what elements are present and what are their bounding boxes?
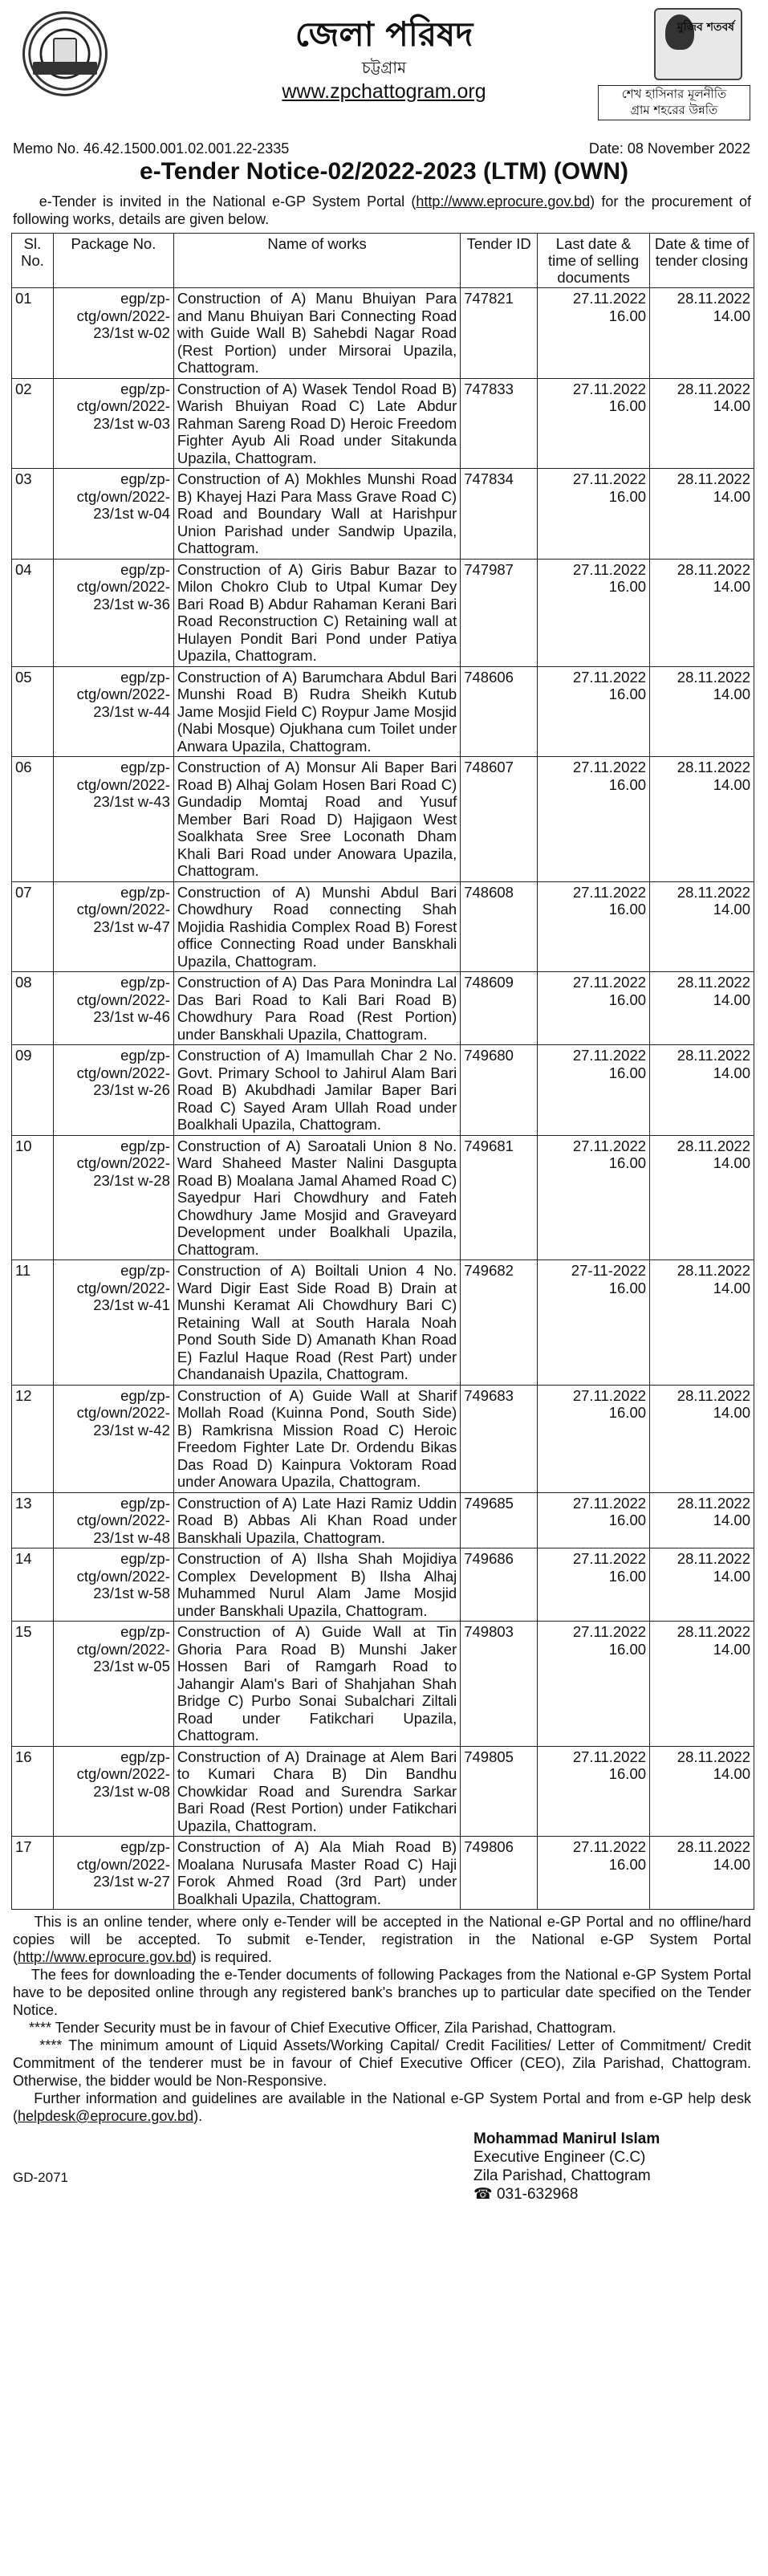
row-tender-id: 749680 xyxy=(461,1045,538,1136)
table-row xyxy=(12,288,754,379)
table-row xyxy=(12,1135,754,1260)
org-name-bn: জেলা পরিষদ xyxy=(295,14,473,54)
row-package: egp/zp-ctg/own/2022-23/1st w-27 xyxy=(53,1837,173,1910)
row-selling-date-date: 27.11.2022 xyxy=(572,1748,647,1765)
row-selling-date xyxy=(538,1385,650,1492)
row-closing-date-date: 28.11.2022 xyxy=(677,759,750,775)
row-package: egp/zp-ctg/own/2022-23/1st w-04 xyxy=(53,469,173,560)
row-selling-date-date: 27.11.2022 xyxy=(572,560,647,578)
row-closing-date-time: 14.00 xyxy=(713,1279,750,1296)
row-selling-date-time: 16.00 xyxy=(608,307,647,324)
row-closing-date xyxy=(650,1548,754,1622)
row-closing-date-time: 14.00 xyxy=(713,307,750,324)
col-header-work: Name of works xyxy=(173,234,460,288)
row-package: egp/zp-ctg/own/2022-23/1st w-47 xyxy=(53,881,173,972)
table-row xyxy=(12,1385,754,1492)
row-selling-date-date: 27.11.2022 xyxy=(572,1137,647,1154)
row-selling-date-date: 27.11.2022 xyxy=(572,1550,647,1567)
row-closing-date-date: 28.11.2022 xyxy=(677,1838,750,1855)
footer-online-tender: This is an online tender, where only e-Tender will be accepted in the National e-GP Portal and no offline/hard copies will be accepted. To submit e-Tender, registration in the National e-GP System Portal (http://www.eprocure.gov.bd) is required. xyxy=(13,1914,751,1965)
row-selling-date-time: 16.00 xyxy=(608,397,647,414)
eprocure-link[interactable]: http://www.eprocure.gov.bd xyxy=(416,193,591,210)
row-closing-date-time: 14.00 xyxy=(713,686,750,702)
row-selling-date-time: 16.00 xyxy=(608,1064,647,1081)
row-closing-date-date: 28.11.2022 xyxy=(677,1047,750,1064)
row-selling-date-date: 27-11-2022 xyxy=(571,1262,647,1279)
row-package: egp/zp-ctg/own/2022-23/1st w-28 xyxy=(53,1135,173,1260)
row-package: egp/zp-ctg/own/2022-23/1st w-43 xyxy=(53,757,173,882)
row-sl: 13 xyxy=(12,1492,54,1548)
row-sl: 05 xyxy=(12,666,54,757)
row-tender-id: 749805 xyxy=(461,1746,538,1837)
row-selling-date xyxy=(538,666,650,757)
row-selling-date-date: 27.11.2022 xyxy=(572,1494,647,1512)
row-sl: 09 xyxy=(12,1045,54,1136)
notice-header xyxy=(0,0,768,140)
row-package: egp/zp-ctg/own/2022-23/1st w-46 xyxy=(53,972,173,1045)
row-selling-date-time: 16.00 xyxy=(608,1279,647,1296)
row-package: egp/zp-ctg/own/2022-23/1st w-03 xyxy=(53,378,173,469)
row-sl: 07 xyxy=(12,881,54,972)
signature-block xyxy=(473,2130,660,2204)
row-closing-date-date: 28.11.2022 xyxy=(677,1550,750,1567)
row-sl: 04 xyxy=(12,559,54,666)
row-sl: 14 xyxy=(12,1548,54,1622)
row-work: Construction of A) Late Hazi Ramiz Uddin Road B) Abbas Ali Khan Road under Banskhali Upazila, Chattogram. xyxy=(173,1492,460,1548)
row-tender-id: 748609 xyxy=(461,972,538,1045)
notice-date: Date: 08 November 2022 xyxy=(588,140,750,157)
row-selling-date-time: 16.00 xyxy=(608,1567,647,1585)
row-closing-date xyxy=(650,1385,754,1492)
row-tender-id: 747833 xyxy=(461,378,538,469)
row-selling-date-date: 27.11.2022 xyxy=(572,1623,647,1640)
row-closing-date-date: 28.11.2022 xyxy=(677,380,750,397)
row-closing-date-date: 28.11.2022 xyxy=(677,974,750,991)
footer-security: **** Tender Security must be in favour of Chief Executive Officer, Zila Parishad, Chattogram. xyxy=(29,2020,616,2036)
tender-table xyxy=(11,233,754,1910)
row-tender-id: 747821 xyxy=(461,288,538,379)
row-package: egp/zp-ctg/own/2022-23/1st w-41 xyxy=(53,1260,173,1386)
row-work: Construction of A) Ilsha Shah Mojidiya Complex Development B) Ilsha Alhaj Muhammed Nurul Alam Jame Mosjid under Banskhali Upazila, Chattogram. xyxy=(173,1548,460,1622)
memo-number: Memo No. 46.42.1500.001.02.001.22-2335 xyxy=(13,140,290,157)
row-selling-date xyxy=(538,1260,650,1386)
row-work: Construction of A) Giris Babur Bazar to Milon Chokro Club to Utpal Kumar Dey Bari Road B) Abdur Rahaman Kerani Bari Road Reconstruction C) Retaining wall at Hulayen Pondit Bari Pond under Patiya Upazila, Chattogram. xyxy=(173,559,460,666)
row-selling-date-date: 27.11.2022 xyxy=(572,290,647,307)
row-closing-date-date: 28.11.2022 xyxy=(677,1748,750,1765)
row-selling-date xyxy=(538,1492,650,1548)
row-package: egp/zp-ctg/own/2022-23/1st w-36 xyxy=(53,559,173,666)
row-closing-date-time: 14.00 xyxy=(713,1154,750,1171)
row-sl: 11 xyxy=(12,1260,54,1386)
row-selling-date-time: 16.00 xyxy=(608,775,647,793)
row-closing-date-time: 14.00 xyxy=(713,1567,750,1585)
row-closing-date-time: 14.00 xyxy=(713,1064,750,1081)
row-selling-date-time: 16.00 xyxy=(608,1154,647,1171)
signatory-phone: ☎ 031-632968 xyxy=(473,2186,579,2203)
row-selling-date-time: 16.00 xyxy=(608,578,647,595)
row-selling-date-time: 16.00 xyxy=(608,1404,647,1421)
row-work: Construction of A) Monsur Ali Baper Bari Road B) Alhaj Golam Hosen Bari Road C) Gundadip Momtaj Road and Yusuf Member Bari Road D) Hajigaon West Soalkhata Sree Sree Loconath Dham Khali Bari Road under Anowara Upazila, Chattogram. xyxy=(173,757,460,882)
row-closing-date-time: 14.00 xyxy=(713,1640,750,1658)
row-closing-date-date: 28.11.2022 xyxy=(677,1262,750,1279)
helpdesk-email-link[interactable]: helpdesk@eprocure.gov.bd xyxy=(18,2108,194,2124)
row-selling-date-date: 27.11.2022 xyxy=(572,1838,647,1855)
row-work: Construction of A) Munshi Abdul Bari Chowdhury Road connecting Shah Mojidia Rashidia Complex Road B) Forest office Connecting Road under Banskhali Upazila, Chattogram. xyxy=(173,881,460,972)
row-closing-date xyxy=(650,972,754,1045)
row-closing-date xyxy=(650,1622,754,1747)
city-name-bn: চট্টগ্রাম xyxy=(361,58,407,77)
row-closing-date xyxy=(650,378,754,469)
table-row xyxy=(12,1260,754,1386)
table-row xyxy=(12,559,754,666)
row-selling-date xyxy=(538,1837,650,1910)
row-tender-id: 747834 xyxy=(461,469,538,560)
table-row xyxy=(12,881,754,972)
intro-text: e-Tender is invited in the National e-GP System Portal (http://www.eprocure.gov.bd) for the procurement of following works, details are given below. xyxy=(13,193,751,227)
row-selling-date-date: 27.11.2022 xyxy=(572,470,647,487)
table-row xyxy=(12,1045,754,1136)
col-header-package: Package No. xyxy=(53,234,173,288)
row-tender-id: 749681 xyxy=(461,1135,538,1260)
row-selling-date xyxy=(538,881,650,972)
row-selling-date xyxy=(538,757,650,882)
signatory-office: Zila Parishad, Chattogram xyxy=(473,2167,651,2184)
row-closing-date-date: 28.11.2022 xyxy=(677,883,750,901)
row-selling-date-time: 16.00 xyxy=(608,487,647,505)
footer-eprocure-link[interactable]: http://www.eprocure.gov.bd xyxy=(18,1949,192,1965)
notice-footer xyxy=(13,1913,751,2125)
signatory-name: Mohammad Manirul Islam xyxy=(473,2130,660,2147)
row-selling-date-date: 27.11.2022 xyxy=(572,883,647,901)
row-closing-date-date: 28.11.2022 xyxy=(677,560,750,578)
row-closing-date xyxy=(650,1492,754,1548)
row-work: Construction of A) Mokhles Munshi Road B) Khayej Hazi Para Mass Grave Road C) Road and Boundary Wall at Harishpur Union Parishad under Sandwip Upazila, Chattogram. xyxy=(173,469,460,560)
gd-number: GD-2071 xyxy=(13,2170,68,2185)
row-closing-date xyxy=(650,1837,754,1910)
motto-line-2: গ্রাম শহরের উন্নতি xyxy=(630,103,718,117)
row-selling-date-date: 27.11.2022 xyxy=(572,1047,647,1064)
row-closing-date-time: 14.00 xyxy=(713,487,750,505)
row-selling-date xyxy=(538,559,650,666)
row-work: Construction of A) Wasek Tendol Road B) Warish Bhuiyan Road C) Late Abdur Rahman Sareng Road D) Heroic Freedom Fighter Ayub Ali Road under Sitakunda Upazila, Chattogram. xyxy=(173,378,460,469)
row-closing-date xyxy=(650,1135,754,1260)
row-closing-date-time: 14.00 xyxy=(713,1404,750,1421)
row-tender-id: 749685 xyxy=(461,1492,538,1548)
row-sl: 16 xyxy=(12,1746,54,1837)
row-selling-date-time: 16.00 xyxy=(608,1765,647,1782)
col-header-sl: Sl. No. xyxy=(12,234,54,288)
row-selling-date-date: 27.11.2022 xyxy=(572,1386,647,1404)
row-selling-date-date: 27.11.2022 xyxy=(572,974,647,991)
row-closing-date xyxy=(650,666,754,757)
row-tender-id: 748606 xyxy=(461,666,538,757)
row-selling-date-time: 16.00 xyxy=(608,1512,647,1528)
row-package: egp/zp-ctg/own/2022-23/1st w-58 xyxy=(53,1548,173,1622)
col-header-selling: Last date & time of selling documents xyxy=(538,234,650,288)
table-row xyxy=(12,1837,754,1910)
row-package: egp/zp-ctg/own/2022-23/1st w-42 xyxy=(53,1385,173,1492)
row-selling-date xyxy=(538,378,650,469)
row-sl: 03 xyxy=(12,469,54,560)
row-work: Construction of A) Boiltali Union 4 No. Ward Digir East Side Road B) Drain at Munshi Keramat Ali Chowdhury Bari C) Retaining Wall at South Harala Noah Pond South Side D) Amanath Khan Road E) Fazlul Haque Road (Rest Part) under Chandanaish Upazila, Chattogram. xyxy=(173,1260,460,1386)
portrait-icon xyxy=(654,8,742,80)
row-sl: 06 xyxy=(12,757,54,882)
table-row xyxy=(12,1746,754,1837)
row-sl: 15 xyxy=(12,1622,54,1747)
table-row xyxy=(12,378,754,469)
row-closing-date xyxy=(650,288,754,379)
row-work: Construction of A) Imamullah Char 2 No. Govt. Primary School to Jahirul Alam Bari Road B) Akubdhadi Jamilar Baper Bari Road C) Sayed Aram Ullah Road under Boalkhali Upazila, Chattogram. xyxy=(173,1045,460,1136)
table-row xyxy=(12,469,754,560)
row-sl: 10 xyxy=(12,1135,54,1260)
footer-helpdesk: Further information and guidelines are available in the National e-GP System Portal and from e-GP help desk (helpdesk@eprocure.gov.bd). xyxy=(13,2090,751,2124)
row-sl: 01 xyxy=(12,288,54,379)
row-closing-date xyxy=(650,469,754,560)
row-package: egp/zp-ctg/own/2022-23/1st w-02 xyxy=(53,288,173,379)
row-work: Construction of A) Manu Bhuiyan Para and Manu Bhuiyan Bari Connecting Road with Guide Wall B) Sahebdi Nagar Road (Rest Portion) under Mirsorai Upazila, Chattogram. xyxy=(173,288,460,379)
table-row xyxy=(12,666,754,757)
row-work: Construction of A) Das Para Monindra Lal Das Bari Road to Kali Bari Road B) Chowdhury Para Road (Rest Portion) under Banskhali Upazila, Chattogram. xyxy=(173,972,460,1045)
row-selling-date-time: 16.00 xyxy=(608,1640,647,1658)
row-selling-date-date: 27.11.2022 xyxy=(572,759,647,775)
row-package: egp/zp-ctg/own/2022-23/1st w-26 xyxy=(53,1045,173,1136)
motto-line-1: শেখ হাসিনার মূলনীতি xyxy=(621,87,727,101)
footer-fees: The fees for downloading the e-Tender documents of following Packages from the National e-GP System Portal have to be deposited online through any registered bank's branches up to particular date specified on the Tender Notice. xyxy=(13,1967,751,2018)
table-row xyxy=(12,1548,754,1622)
row-selling-date xyxy=(538,1045,650,1136)
row-work: Construction of A) Guide Wall at Sharif Mollah Road (Kuinna Pond, South Side) B) Ramkrisna Mission Road C) Heroic Freedom Fighter Late Dr. Ordendu Bikas Das Road D) Kainpura Voktoram Road under Anowara Upazila, Chattogram. xyxy=(173,1385,460,1492)
row-sl: 08 xyxy=(12,972,54,1045)
row-tender-id: 749806 xyxy=(461,1837,538,1910)
notice-title: e-Tender Notice-02/2022-2023 (LTM) (OWN) xyxy=(139,158,628,185)
emblem-text: মুজিব শতবর্ষ xyxy=(677,21,734,34)
row-work: Construction of A) Barumchara Abdul Bari Munshi Road B) Rudra Sheikh Kutub Jame Mosjid Field C) Roypur Jame Mosjid (Nabi Mosque) Ojukhana cum Toilet under Anwara Upazila, Chattogram. xyxy=(173,666,460,757)
row-closing-date-date: 28.11.2022 xyxy=(677,1386,750,1404)
row-closing-date-date: 28.11.2022 xyxy=(677,1623,750,1640)
row-closing-date-time: 14.00 xyxy=(713,1512,750,1528)
row-package: egp/zp-ctg/own/2022-23/1st w-48 xyxy=(53,1492,173,1548)
row-closing-date-time: 14.00 xyxy=(713,578,750,595)
row-package: egp/zp-ctg/own/2022-23/1st w-08 xyxy=(53,1746,173,1837)
row-tender-id: 748607 xyxy=(461,757,538,882)
row-closing-date-date: 28.11.2022 xyxy=(677,1137,750,1154)
row-sl: 02 xyxy=(12,378,54,469)
row-tender-id: 749683 xyxy=(461,1385,538,1492)
row-closing-date xyxy=(650,559,754,666)
phone-icon: ☎ xyxy=(473,2186,497,2203)
row-selling-date xyxy=(538,1622,650,1747)
row-closing-date-date: 28.11.2022 xyxy=(677,470,750,487)
table-row xyxy=(12,972,754,1045)
row-sl: 12 xyxy=(12,1385,54,1492)
row-work: Construction of A) Saroatali Union 8 No. Ward Shaheed Master Nalini Dasgupta Road B) Moalana Jamal Ahamed Road C) Sayedpur Hari Chowdhury and Fateh Chowdhury Jame Mosjid and Graveyard Development under Boalkhali Upazila, Chattogram. xyxy=(173,1135,460,1260)
row-selling-date-time: 16.00 xyxy=(608,991,647,1008)
row-closing-date xyxy=(650,757,754,882)
row-selling-date xyxy=(538,1548,650,1622)
row-selling-date xyxy=(538,972,650,1045)
row-tender-id: 748608 xyxy=(461,881,538,972)
row-tender-id: 749682 xyxy=(461,1260,538,1386)
col-header-tender-id: Tender ID xyxy=(461,234,538,288)
row-closing-date-time: 14.00 xyxy=(713,901,750,918)
row-closing-date-date: 28.11.2022 xyxy=(677,668,750,686)
row-package: egp/zp-ctg/own/2022-23/1st w-44 xyxy=(53,666,173,757)
row-closing-date xyxy=(650,1746,754,1837)
mujib-borsho-emblem xyxy=(598,8,750,120)
row-selling-date xyxy=(538,1746,650,1837)
row-selling-date-date: 27.11.2022 xyxy=(572,668,647,686)
row-work: Construction of A) Ala Miah Road B) Moalana Nurusafa Master Road C) Haji Forok Ahmed Road (3rd Part) under Boalkhali Upazila, Chattogram. xyxy=(173,1837,460,1910)
row-work: Construction of A) Guide Wall at Tin Ghoria Para Road B) Munshi Jaker Hossen Bari of Ramgarh Road to Jahangir Alam's Bari of Shahjahan Shah Bridge C) Purbo Sonai Subalchari Ziltali Road under Fatikchari Upazila, Chattogram. xyxy=(173,1622,460,1747)
row-tender-id: 749803 xyxy=(461,1622,538,1747)
table-row xyxy=(12,757,754,882)
row-selling-date xyxy=(538,1135,650,1260)
row-package: egp/zp-ctg/own/2022-23/1st w-05 xyxy=(53,1622,173,1747)
row-selling-date-date: 27.11.2022 xyxy=(572,380,647,397)
row-selling-date-time: 16.00 xyxy=(608,901,647,918)
row-closing-date-date: 28.11.2022 xyxy=(677,290,750,307)
row-sl: 17 xyxy=(12,1837,54,1910)
row-closing-date-time: 14.00 xyxy=(713,991,750,1008)
website-link[interactable]: www.zpchattogram.org xyxy=(282,80,486,103)
row-selling-date xyxy=(538,469,650,560)
row-selling-date xyxy=(538,288,650,379)
row-work: Construction of A) Drainage at Alem Bari to Kumari Chara B) Din Bandhu Chowkidar Road and Surendra Sarkar Bari Road (Rest Portion) under Fatikchari Upazila, Chattogram. xyxy=(173,1746,460,1837)
table-header-row xyxy=(12,234,754,288)
row-selling-date-time: 16.00 xyxy=(608,1855,647,1873)
row-closing-date xyxy=(650,1260,754,1386)
footer-liquid-assets: **** The minimum amount of Liquid Assets/Working Capital/ Credit Facilities/ Letter of Commitment/ Credit Commitment of the tenderer must be in favour of Chief Executive Officer (CEO), Zila Parishad, Chattogram. Otherwise, the bidder would be Non-Responsive. xyxy=(13,2037,751,2089)
row-selling-date-time: 16.00 xyxy=(608,686,647,702)
row-tender-id: 747987 xyxy=(461,559,538,666)
row-closing-date-time: 14.00 xyxy=(713,397,750,414)
col-header-closing: Date & time of tender closing xyxy=(650,234,754,288)
table-row xyxy=(12,1492,754,1548)
row-tender-id: 749686 xyxy=(461,1548,538,1622)
row-closing-date-time: 14.00 xyxy=(713,775,750,793)
signatory-designation: Executive Engineer (C.C) xyxy=(473,2149,646,2166)
row-closing-date-time: 14.00 xyxy=(713,1765,750,1782)
row-closing-date-date: 28.11.2022 xyxy=(677,1494,750,1512)
row-closing-date xyxy=(650,1045,754,1136)
motto-box xyxy=(598,85,750,120)
row-closing-date xyxy=(650,881,754,972)
table-row xyxy=(12,1622,754,1747)
row-closing-date-time: 14.00 xyxy=(713,1855,750,1873)
